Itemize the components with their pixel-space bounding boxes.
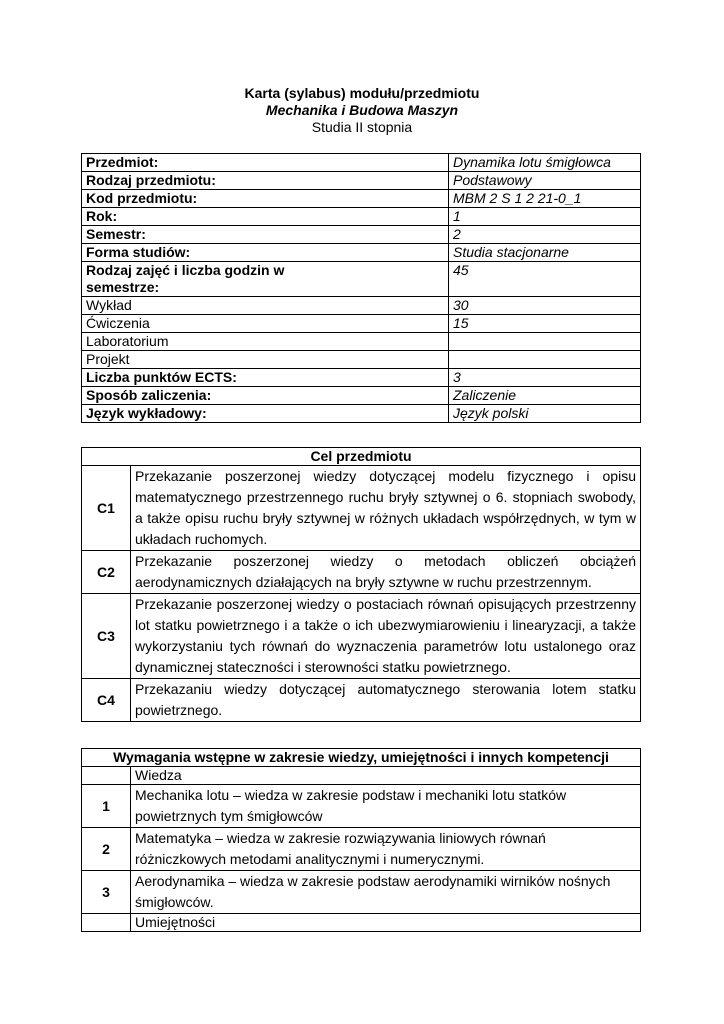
table-row xyxy=(82,154,641,172)
table-row xyxy=(82,767,641,785)
course-info-table xyxy=(81,153,641,423)
objective-code: C4 xyxy=(82,679,131,722)
info-label: Rodzaj przedmiotu: xyxy=(82,172,449,190)
table-row xyxy=(82,262,641,297)
table-header-row xyxy=(82,448,641,466)
info-label: Liczba punktów ECTS: xyxy=(82,369,449,387)
table-row xyxy=(82,594,641,679)
info-label: Kod przedmiotu: xyxy=(82,190,449,208)
objective-code: C1 xyxy=(82,466,131,551)
table-row xyxy=(82,405,641,423)
info-label: Ćwiczenia xyxy=(82,315,449,333)
document-subtitle: Mechanika i Budowa Maszyn xyxy=(265,102,459,118)
table-row xyxy=(82,351,641,369)
section-label-skills: Umiejętności xyxy=(131,914,641,932)
table-row xyxy=(82,871,641,914)
prerequisite-text: Matematyka – wiedza w zakresie rozwiązywania liniowych równań różniczkowych metodami analitycznymi i numerycznymi. xyxy=(131,828,641,871)
table-row xyxy=(82,208,641,226)
objective-text: Przekazanie poszerzonej wiedzy o metodach obliczeń obciążeń aerodynamicznych działających na bryły sztywne w ruchu przestrzennym. xyxy=(131,551,641,594)
prerequisites-heading: Wymagania wstępne w zakresie wiedzy, umiejętności i innych kompetencji xyxy=(82,749,641,767)
table-row xyxy=(82,679,641,722)
info-value: Zaliczenie xyxy=(449,387,641,405)
prerequisite-text: Aerodynamika – wiedza w zakresie podstaw aerodynamiki wirników nośnych śmigłowców. xyxy=(131,871,641,914)
table-row xyxy=(82,172,641,190)
objectives-heading: Cel przedmiotu xyxy=(82,448,641,466)
info-value: Dynamika lotu śmigłowca xyxy=(449,154,641,172)
table-row xyxy=(82,828,641,871)
info-label: Semestr: xyxy=(82,226,449,244)
table-row xyxy=(82,315,641,333)
info-value xyxy=(449,333,641,351)
table-row xyxy=(82,333,641,351)
info-label: Forma studiów: xyxy=(82,244,449,262)
info-label: Rok: xyxy=(82,208,449,226)
info-label: Rodzaj zajęć i liczba godzin w semestrze: xyxy=(82,262,449,297)
info-label: Sposób zaliczenia: xyxy=(82,387,449,405)
table-row xyxy=(82,785,641,828)
document-header xyxy=(0,85,724,136)
info-value: 2 xyxy=(449,226,641,244)
info-label: Przedmiot: xyxy=(82,154,449,172)
objective-text: Przekazanie poszerzonej wiedzy dotyczącej modelu fizycznego i opisu matematycznego przestrzennego ruchu bryły sztywnej o 6. stopniach swobody, a także opisu ruchu bryły sztywnej w różnych układach współrzędnych, w tym w układach ruchomych. xyxy=(131,466,641,551)
info-value: Podstawowy xyxy=(449,172,641,190)
info-label: Wykład xyxy=(82,297,449,315)
table-row xyxy=(82,369,641,387)
info-label: Język wykładowy: xyxy=(82,405,449,423)
objective-code: C2 xyxy=(82,551,131,594)
document-level: Studia II stopnia xyxy=(311,119,413,135)
info-value: 45 xyxy=(449,262,641,297)
objective-code: C3 xyxy=(82,594,131,679)
table-row xyxy=(82,914,641,932)
info-value: 15 xyxy=(449,315,641,333)
course-objectives-table xyxy=(81,447,641,722)
prerequisite-code: 2 xyxy=(82,828,131,871)
table-row xyxy=(82,387,641,405)
section-label-knowledge: Wiedza xyxy=(131,767,641,785)
info-value: MBM 2 S 1 2 21-0_1 xyxy=(449,190,641,208)
info-value: 30 xyxy=(449,297,641,315)
table-header-row xyxy=(82,749,641,767)
table-row xyxy=(82,551,641,594)
info-value: 1 xyxy=(449,208,641,226)
prerequisite-code: 3 xyxy=(82,871,131,914)
info-value: Język polski xyxy=(449,405,641,423)
info-label: Projekt xyxy=(82,351,449,369)
document-title: Karta (sylabus) modułu/przedmiotu xyxy=(244,85,480,101)
prerequisite-code: 1 xyxy=(82,785,131,828)
info-value: 3 xyxy=(449,369,641,387)
table-row xyxy=(82,190,641,208)
prerequisite-text: Mechanika lotu – wiedza w zakresie podstaw i mechaniki lotu statków powietrznych tym śmigłowców xyxy=(131,785,641,828)
prerequisites-table xyxy=(81,748,641,932)
info-value xyxy=(449,351,641,369)
table-row xyxy=(82,244,641,262)
table-row xyxy=(82,297,641,315)
info-label: Laboratorium xyxy=(82,333,449,351)
info-value: Studia stacjonarne xyxy=(449,244,641,262)
table-row xyxy=(82,226,641,244)
table-row xyxy=(82,466,641,551)
objective-text: Przekazanie poszerzonej wiedzy o postaciach równań opisujących przestrzenny lot statku powietrznego i a także o ich ubezwymiarowieniu i linearyzacji, a także wykorzystaniu tych równań do wyznaczenia parametrów lotu ustalonego oraz dynamicznej stateczności i sterowności statku powietrznego. xyxy=(131,594,641,679)
objective-text: Przekazaniu wiedzy dotyczącej automatycznego sterowania lotem statku powietrznego. xyxy=(131,679,641,722)
